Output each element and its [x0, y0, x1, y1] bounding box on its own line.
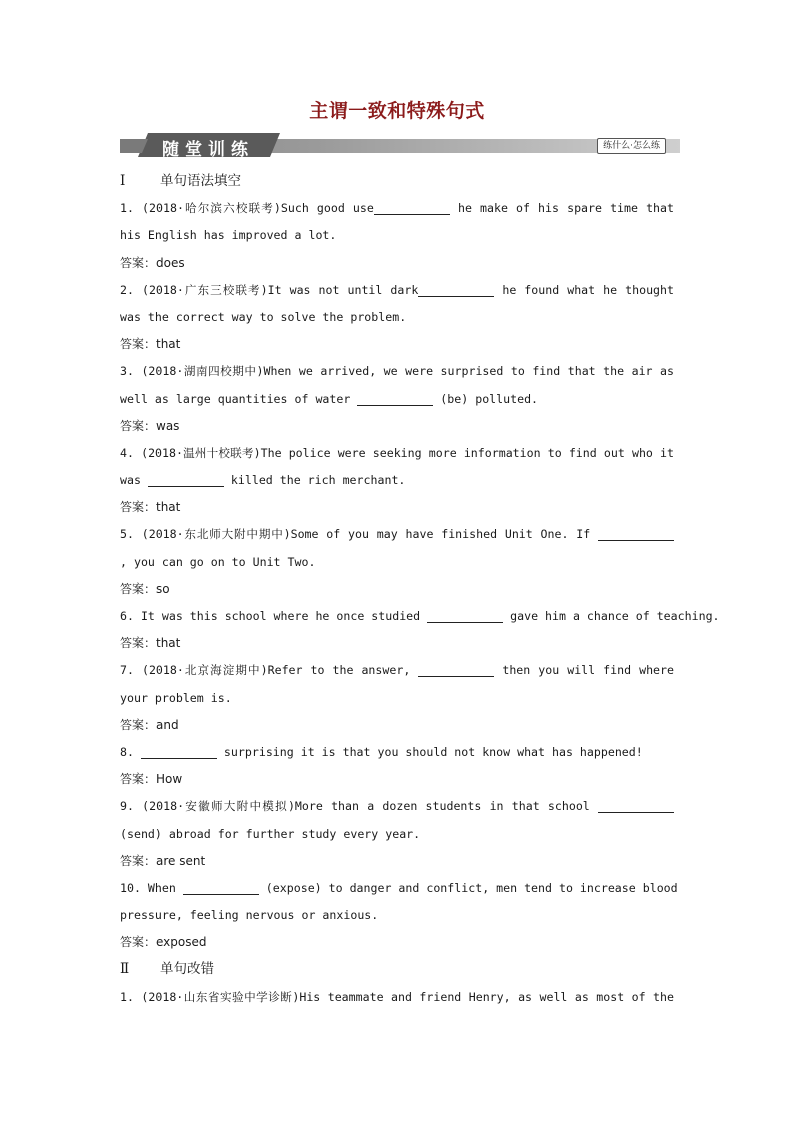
question-7-answer: 答案：and [120, 717, 179, 732]
section-heading-1 [120, 168, 674, 195]
question-10-answer: 答案：exposed [120, 935, 207, 950]
answer-blank [141, 744, 217, 759]
section-numeral: Ⅰ [120, 173, 126, 189]
question-2-answer: 答案：that [120, 337, 181, 352]
answer-blank [418, 282, 494, 297]
question-6-line-1: 6. It was this school where he once studied gave him a chance of teaching. [120, 609, 720, 623]
question-4-line-1: 4. (2018·温州十校联考)The police were seeking more information to find out who it [120, 445, 674, 460]
banner-label: 随堂训练 [162, 140, 254, 160]
question-3-answer: 答案：was [120, 418, 180, 433]
banner-tag: 练什么·怎么练 [597, 138, 666, 154]
correction-1-line-1: 1. (2018·山东省实验中学诊断)His teammate and friend Henry, as well as most of the [120, 989, 674, 1004]
question-10-line-1: 10. When (expose) to danger and conflict, men tend to increase blood [120, 880, 678, 895]
question-1-line-1: 1. (2018·哈尔滨六校联考)Such good use he make of his spare time that [120, 201, 674, 216]
answer-blank [598, 798, 674, 813]
question-10-line-2: pressure, feeling nervous or anxious. [120, 908, 379, 923]
answer-blank [183, 880, 259, 895]
question-4-answer: 答案：that [120, 500, 181, 515]
answer-blank [148, 472, 224, 487]
question-5-line-1: 5. (2018·东北师大附中期中)Some of you may have finished Unit One. If [120, 521, 674, 548]
answer-blank [418, 662, 494, 677]
answer-blank [427, 608, 503, 623]
answer-blank [374, 200, 450, 215]
question-3-line-1: 3. (2018·湖南四校期中)When we arrived, we were surprised to find that the air as [120, 364, 674, 379]
section-title: 单句改错 [160, 961, 214, 978]
page-title: 主谓一致和特殊句式 [309, 100, 485, 122]
question-6-answer: 答案：that [120, 636, 181, 651]
section-heading-2 [120, 956, 674, 983]
answer-blank [598, 526, 674, 541]
question-3-line-2: well as large quantities of water (be) polluted. [120, 391, 539, 406]
question-2-line-2: was the correct way to solve the problem. [120, 309, 407, 324]
question-9-line-1: 9. (2018·安徽师大附中模拟)More than a dozen students in that school [120, 793, 674, 820]
question-8-line-1: 8. surprising it is that you should not know what has happened! [120, 744, 643, 759]
question-1-answer: 答案：does [120, 255, 185, 270]
question-1-line-2: his English has improved a lot. [120, 228, 337, 243]
question-2-line-1: 2. (2018·广东三校联考)It was not until dark he found what he thought [120, 282, 674, 297]
question-9-line-2: (send) abroad for further study every year. [120, 826, 421, 841]
question-7-line-2: your problem is. [120, 690, 232, 705]
question-5-answer: 答案：so [120, 581, 170, 596]
question-9-answer: 答案：are sent [120, 853, 206, 868]
question-5-line-2: , you can go on to Unit Two. [120, 554, 316, 569]
answer-blank [357, 391, 433, 406]
question-4-line-2: was killed the rich merchant. [120, 473, 406, 488]
section-banner [120, 133, 680, 160]
question-8-answer: 答案：How [120, 772, 183, 787]
question-7-line-1: 7. (2018·北京海淀期中)Refer to the answer, then you will find where [120, 663, 674, 678]
section-title: 单句语法填空 [160, 173, 241, 189]
exercise-content [120, 168, 720, 1011]
section-numeral: Ⅱ [120, 961, 130, 978]
